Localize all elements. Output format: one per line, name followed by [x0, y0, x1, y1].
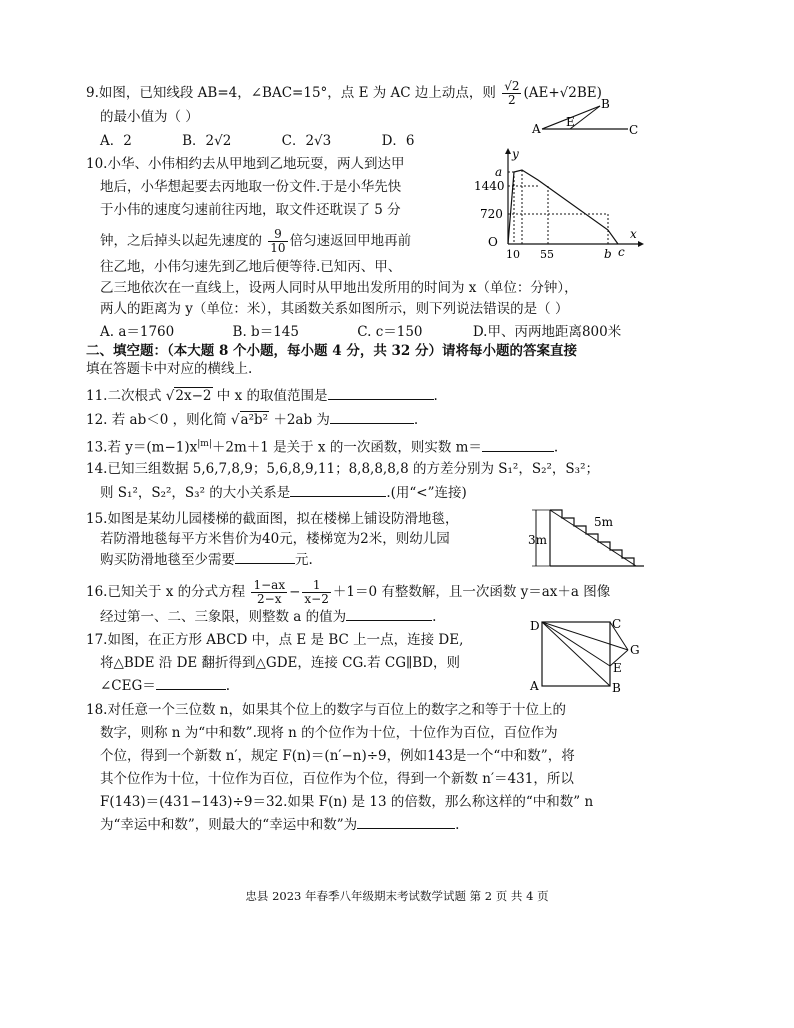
q10-tick-c: c	[618, 245, 625, 259]
q13-exponent: |m|	[197, 439, 212, 449]
q16-fraction-1	[251, 579, 287, 606]
q14-line2	[100, 484, 467, 502]
q17-square-figure	[524, 614, 650, 694]
q10-graph	[470, 146, 650, 262]
section2-instructions: 填在答题卡中对应的横线上.	[86, 361, 253, 377]
q12-text-a: 12. 若 ab＜0 ，则化简	[86, 412, 227, 428]
q13-end: .	[553, 439, 559, 456]
q10-option-d: D.甲、丙两地距离800米	[472, 324, 622, 340]
q16-text-a: 16.已知关于 x 的分式方程	[86, 584, 246, 600]
q10-tick-55: 55	[540, 248, 554, 261]
q15-line2: 若防滑地毯每平方米售价为40元，楼梯宽为2米，则幼儿园	[100, 531, 450, 547]
q10-x-axis: x	[630, 227, 637, 241]
q9-label-a: A	[532, 122, 541, 136]
q17-label-a: A	[530, 679, 539, 693]
section2-heading: 二、填空题：（本大题 8 个小题，每小题 4 分，共 32 分）请将每小题的答案直接	[86, 343, 578, 359]
q10-line7: 两人的距离为 y（单位：米），其函数关系如图所示，则下列说法错误的是（ ）	[100, 301, 569, 317]
q10-option-a: A. a＝1760	[100, 324, 175, 340]
q15-label-3m: 3m	[528, 533, 548, 547]
q15-line3	[100, 551, 313, 569]
q15-stair-figure	[526, 504, 652, 574]
q16-fraction-2	[302, 579, 330, 606]
q9-frac-num: √2	[504, 79, 520, 93]
q17-label-c: C	[612, 617, 622, 631]
q13-text-a: 13.若 y＝(m−1)x	[86, 439, 198, 456]
q16-line1	[86, 579, 610, 606]
q13	[86, 435, 558, 457]
q15-label-5m: 5m	[594, 515, 614, 529]
q16-answer-blank	[346, 608, 432, 621]
q17-answer-blank	[156, 677, 226, 690]
q14-text-a: 则 S₁²，S₂²，S₃² 的大小关系是	[100, 485, 291, 501]
q10-line4-a: 钟，之后掉头以起先速度的	[100, 233, 262, 249]
q9-option-b: B．2√2	[182, 133, 232, 149]
q14-line1: 14.已知三组数据 5,6,7,8,9；5,6,8,9,11；8,8,8,8,8 的方差分别为 S₁²，S₂²，S₃²；	[86, 461, 599, 477]
q18-text-a: 为“幸运中和数”，则最大的“幸运中和数”为	[100, 817, 358, 833]
q10-frac-den: 10	[270, 241, 286, 255]
q10-frac-num: 9	[268, 228, 287, 242]
page-footer: 忠县 2023 年春季八年级期末考试数学试题 第 2 页 共 4 页	[245, 889, 549, 903]
q9-text: 9.如图，已知线段 AB=4，∠BAC=15°，点 E 为 AC 边上动点，则	[86, 85, 496, 101]
q9-frac-den: 2	[508, 93, 516, 107]
q13-answer-blank	[482, 439, 554, 452]
q10-y-axis: y	[512, 147, 519, 161]
q10-option-c: C. c＝150	[357, 324, 423, 340]
q9-options	[100, 132, 414, 150]
q11-text-a: 11.二次根式	[86, 388, 162, 404]
q10-fraction	[268, 228, 287, 255]
q16-text-b: ＋1＝0 有整数解，且一次函数 y＝ax＋a 图像	[332, 584, 611, 600]
q9-option-d: D．6	[381, 133, 415, 149]
q17-line1: 17.如图，在正方形 ABCD 中，点 E 是 BC 上一点，连接 DE,	[86, 632, 464, 648]
q10-tick-o: O	[488, 235, 498, 249]
q17-label-d: D	[530, 619, 540, 633]
q10-line3: 于小伟的速度匀速前往丙地，取文件还耽误了 5 分	[100, 202, 401, 218]
q15-text-a: 购买防滑地毯至少需要	[100, 552, 235, 568]
q10-option-b: B. b＝145	[232, 324, 299, 340]
q18-line1: 18.对任意一个三位数 n，如果其个位上的数字与百位上的数字之和等于十位上的	[86, 702, 566, 718]
q16-f2-den: x−2	[304, 592, 329, 606]
q17-text-b: .	[225, 678, 231, 694]
q10-line5: 往乙地，小伟匀速先到乙地后便等待.已知丙、甲、	[100, 259, 402, 275]
q15-text-b: 元.	[295, 552, 313, 568]
q13-text-b: ＋2m＋1 是关于 x 的一次函数，则实数 m＝	[211, 439, 482, 456]
q16-f1-num: 1−ax	[253, 578, 286, 592]
q10-line2: 地后，小华想起要去丙地取一份文件.于是小华先快	[100, 179, 402, 195]
q12-end: .	[413, 412, 419, 428]
q10-options	[100, 323, 621, 341]
q11-answer-blank	[328, 387, 434, 400]
q17-label-b: B	[612, 681, 621, 694]
q15-answer-blank	[235, 551, 295, 564]
q17-line2: 将△BDE 沿 DE 翻折得到△GDE，连接 CG.若 CG∥BD，则	[100, 655, 460, 671]
q10-line6: 乙三地依次在一直线上，设两人同时从甲地出发所用的时间为 x（单位：分钟），	[100, 280, 578, 296]
q15-line1: 15.如图是某幼儿园楼梯的截面图，拟在楼梯上铺设防滑地毯，	[86, 511, 459, 527]
q18-line4: 其个位作为十位，十位作为百位，百位作为个位，得到一个新数 n′＝431，所以	[100, 771, 574, 787]
q9-line1	[86, 80, 602, 107]
q16-f1-den: 2−x	[257, 592, 282, 606]
q9-fraction	[502, 80, 521, 107]
q10-tick-1440: 1440	[474, 179, 505, 193]
q10-tick-10: 10	[506, 248, 520, 261]
q12-radicand: a²b²	[240, 412, 269, 428]
q18-line6	[100, 816, 459, 834]
q12: 12. 若 ab＜0 ，则化简 √a²b² ＋2ab 为 .	[86, 412, 419, 428]
q16-f2-num: 1	[302, 579, 330, 593]
q9-label-c: C	[629, 123, 639, 137]
q10-tick-720: 720	[480, 207, 503, 221]
q11-end: .	[433, 388, 438, 404]
q17-text-a: ∠CEG＝	[100, 678, 156, 694]
q18-text-b: .	[455, 817, 460, 833]
q18-line2: 数字，则称 n 为“中和数”.现将 n 的个位作为十位，十位作为百位，百位作为	[100, 725, 558, 741]
q9-label-e: E	[566, 115, 575, 129]
q9-expr: (AE+√2BE)	[523, 85, 602, 101]
q10-tick-b: b	[604, 247, 612, 261]
q10-line4-b: 倍匀速返回甲地再前	[289, 233, 412, 249]
q17-label-g: G	[630, 643, 640, 657]
q18-line5: F(143)＝(431−143)÷9＝32.如果 F(n) 是 13 的倍数，那么称这样的“中和数” n	[100, 794, 594, 810]
q12-text-b: ＋2ab 为	[273, 412, 330, 428]
q12-answer-blank	[330, 411, 414, 424]
q9-line2: 的最小值为（ ）	[100, 109, 199, 125]
q10-tick-a: a	[495, 165, 503, 179]
q11: 11.二次根式 √2x−2 中 x 的取值范围是 .	[86, 388, 438, 404]
q9-label-b: B	[601, 97, 610, 111]
q16-line2	[100, 608, 436, 626]
q16-minus: −	[289, 584, 301, 600]
q18-line3: 个位，得到一个新数 n′，规定 F(n)＝(n′−n)÷9，例如143是一个“中和数”，将	[100, 748, 575, 764]
q18-answer-blank	[357, 816, 455, 829]
q11-radicand: 2x−2	[175, 388, 212, 404]
q14-text-b: .(用“<”连接)	[386, 485, 467, 501]
q10-line1: 10.小华、小伟相约去从甲地到乙地玩耍，两人到达甲	[86, 156, 405, 172]
q11-text-b: 中 x 的取值范围是	[216, 388, 328, 404]
q10-line4	[100, 228, 411, 255]
q16-text-d: .	[432, 609, 437, 625]
q17-line3	[100, 677, 230, 695]
q9-option-c: C．2√3	[281, 133, 332, 149]
q9-option-a: A．2	[100, 133, 132, 149]
q9-figure	[530, 96, 640, 140]
q17-label-e: E	[613, 661, 622, 675]
q16-text-c: 经过第一、二、三象限，则整数 a 的值为	[100, 609, 347, 625]
q14-answer-blank	[290, 484, 386, 497]
